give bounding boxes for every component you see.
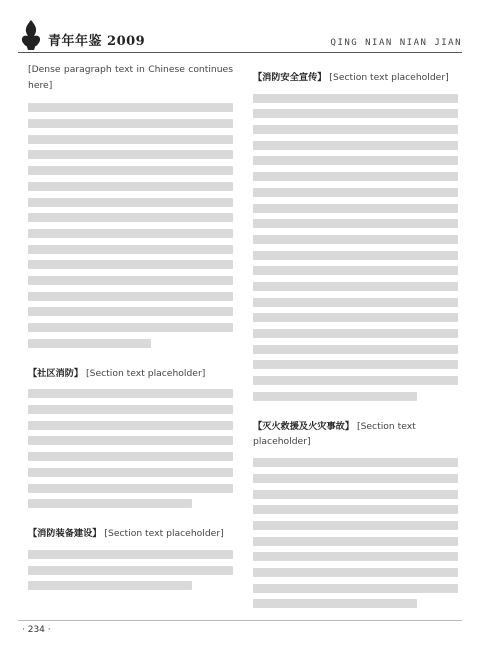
text-line — [28, 119, 233, 128]
text-line — [253, 188, 458, 197]
text-line — [253, 156, 458, 165]
text-line — [253, 282, 458, 291]
text-line — [28, 276, 233, 285]
text-line — [253, 204, 458, 213]
text-line — [253, 552, 458, 561]
footer-rule — [18, 620, 462, 621]
left-intro-lines — [28, 103, 233, 347]
header-rule — [18, 52, 462, 53]
text-line — [28, 135, 233, 144]
text-line — [28, 436, 233, 445]
section-lines — [28, 389, 233, 508]
text-line — [28, 245, 233, 254]
text-line — [253, 94, 458, 103]
text-line — [28, 566, 233, 575]
text-line — [253, 345, 458, 354]
text-line — [253, 360, 458, 369]
text-line — [253, 490, 458, 499]
section-title: 【社区消防】 — [28, 367, 84, 379]
section-title: 【消防安全宣传】 — [253, 72, 327, 83]
text-line — [253, 599, 417, 608]
section-lines — [253, 94, 458, 401]
text-line — [28, 260, 233, 269]
content-columns — [28, 62, 458, 599]
text-line — [28, 307, 233, 316]
text-line — [28, 499, 192, 508]
header-title: 青年年鉴 2009 — [48, 34, 146, 49]
section-text: [Section text placeholder] — [253, 420, 416, 448]
text-line — [253, 584, 458, 593]
text-line — [28, 484, 233, 493]
page-number: · 234 · — [22, 625, 51, 635]
text-line — [253, 298, 458, 307]
text-line — [28, 581, 192, 590]
text-line — [253, 376, 458, 385]
text-line — [253, 521, 458, 530]
text-line — [253, 172, 458, 181]
text-line — [28, 213, 233, 222]
header-right-text: QING NIAN NIAN JIAN — [330, 38, 462, 48]
text-line — [28, 389, 233, 398]
text-line — [28, 339, 151, 348]
section-text: [Section text placeholder] — [104, 528, 224, 540]
logo-icon — [18, 18, 44, 52]
section-title: 【消防装备建设】 — [28, 528, 102, 540]
text-line — [28, 166, 233, 175]
text-line — [253, 313, 458, 322]
text-line — [253, 458, 458, 467]
text-line — [28, 150, 233, 159]
text-line — [28, 421, 233, 430]
text-line — [253, 235, 458, 244]
text-line — [253, 537, 458, 546]
section-text: [Section text placeholder] — [86, 367, 206, 379]
text-line — [28, 452, 233, 461]
text-line — [253, 219, 458, 228]
section-equipment — [28, 526, 233, 542]
page-header — [18, 12, 462, 52]
section-lines — [253, 458, 458, 608]
text-line — [28, 405, 233, 414]
text-line — [28, 292, 233, 301]
section-text: [Section text placeholder] — [329, 72, 449, 83]
text-line — [253, 474, 458, 483]
text-line — [253, 251, 458, 260]
section-lines — [28, 550, 233, 590]
text-line — [28, 198, 233, 207]
section-community-fire — [28, 366, 233, 382]
text-line — [253, 266, 458, 275]
section-firefighting-incidents — [253, 419, 458, 450]
text-line — [28, 323, 233, 332]
text-line — [253, 329, 458, 338]
text-line — [253, 392, 417, 401]
text-line — [28, 229, 233, 238]
section-fire-safety-promo — [253, 70, 458, 86]
right-column — [253, 62, 458, 599]
left-column — [28, 62, 233, 599]
text-line — [28, 103, 233, 112]
text-line — [253, 109, 458, 118]
text-line — [28, 468, 233, 477]
text-line — [28, 182, 233, 191]
text-line — [253, 505, 458, 514]
text-line — [253, 568, 458, 577]
text-line — [253, 141, 458, 150]
brand — [18, 18, 145, 52]
section-title: 【灭火救援及火灾事故】 — [253, 420, 355, 432]
text-line — [28, 550, 233, 559]
left-intro-paragraph: [Dense paragraph text in Chinese continues here] — [28, 64, 233, 91]
text-line — [253, 125, 458, 134]
